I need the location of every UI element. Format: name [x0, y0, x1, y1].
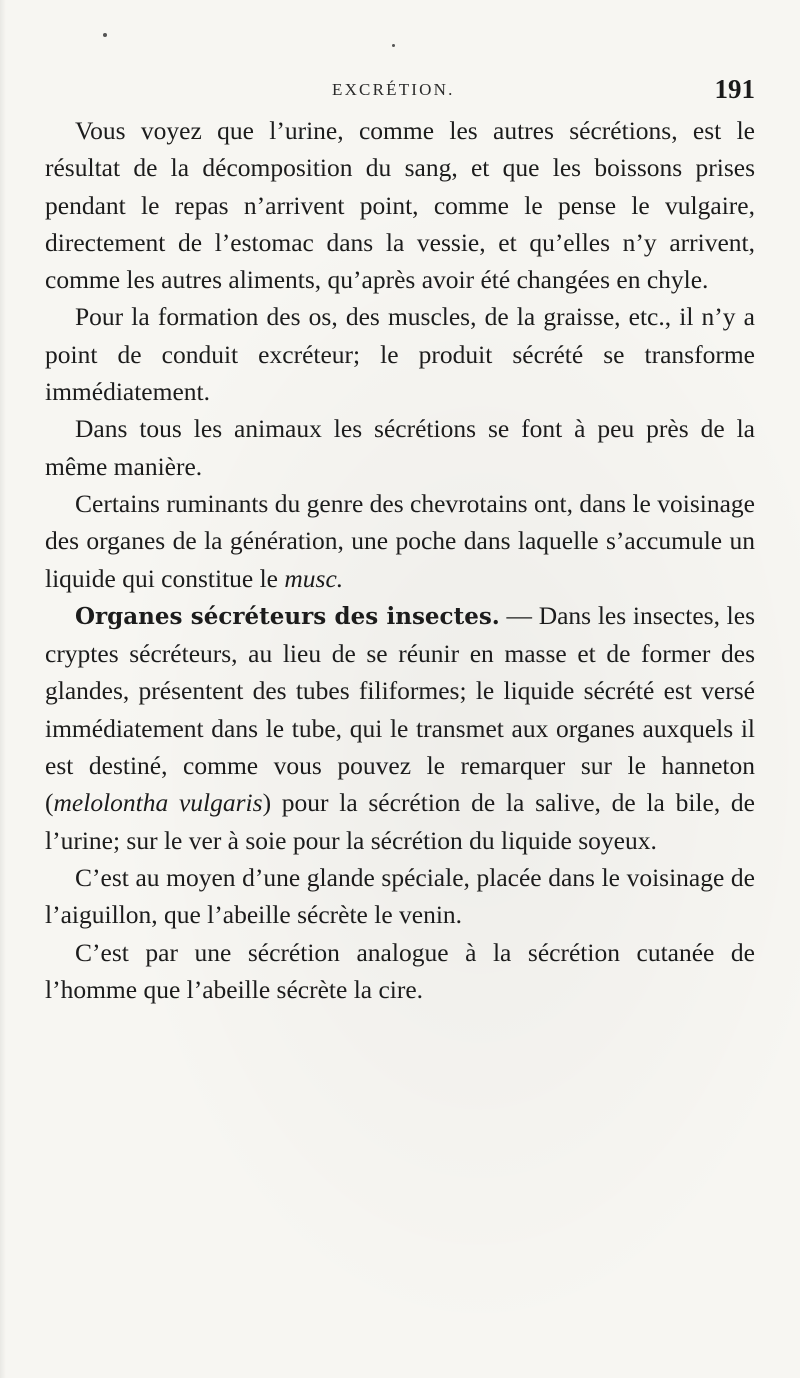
paragraph-text: ) pour la sécrétion de la salive, de la bile, de l’urine; sur le ver à soie pour la sécrétion du liquide soyeux. — [45, 788, 756, 855]
section-heading: Organes sécréteurs des insectes. — [75, 602, 500, 630]
paragraph: C’est au moyen d’une glande spéciale, placée dans le voisinage de l’aiguillon, que l’abeille sécrète le venin. — [45, 862, 755, 930]
paragraph: Dans tous les animaux les sécrétions se font à peu près de la même manière. — [45, 414, 755, 481]
running-header — [0, 74, 800, 104]
italic-species-name: melolontha vulgaris — [53, 788, 263, 818]
italic-term-musc: musc. — [284, 563, 344, 593]
print-speck — [392, 44, 395, 47]
body-text — [45, 112, 755, 1008]
paragraph-text: — Dans les insectes, les cryptes sécréteurs, au lieu de se réunir en masse et de former des glandes, présentent des tubes filiformes; le liquide sécrété est versé immédiatement dans le tube, qui le transmet aux organes auxquels il est destiné, comme vous pouvez le remarquer sur le hanneton ( — [45, 600, 755, 818]
running-title: EXCRÉTION. — [332, 80, 455, 99]
page-number: 191 — [714, 74, 755, 104]
paragraph: Vous voyez que l’urine, comme les autres sécrétions, est le résultat de la décomposition du sang, et que les boissons prises pendant le repas n’arrivent point, comme le pense le vulgaire, directement de l’estomac dans la vessie, et qu’elles n’y arrivent, comme les autres aliments, qu’après avoir été changées en chyle. — [45, 116, 755, 295]
paragraph — [45, 597, 755, 859]
paragraph: C’est par une sécrétion analogue à la sécrétion cutanée de l’homme que l’abeille sécrète la cire. — [45, 937, 755, 1004]
paragraph: Pour la formation des os, des muscles, de la graisse, etc., il n’y a point de conduit excréteur; le produit sécrété se transforme immédiatement. — [45, 302, 755, 407]
paragraph — [45, 485, 755, 597]
paragraph-text: Certains ruminants du genre des chevrotains ont, dans le voisinage des organes de la génération, une poche dans laquelle s’accumule un liquide qui constitue le — [45, 488, 755, 593]
print-speck — [103, 33, 107, 37]
